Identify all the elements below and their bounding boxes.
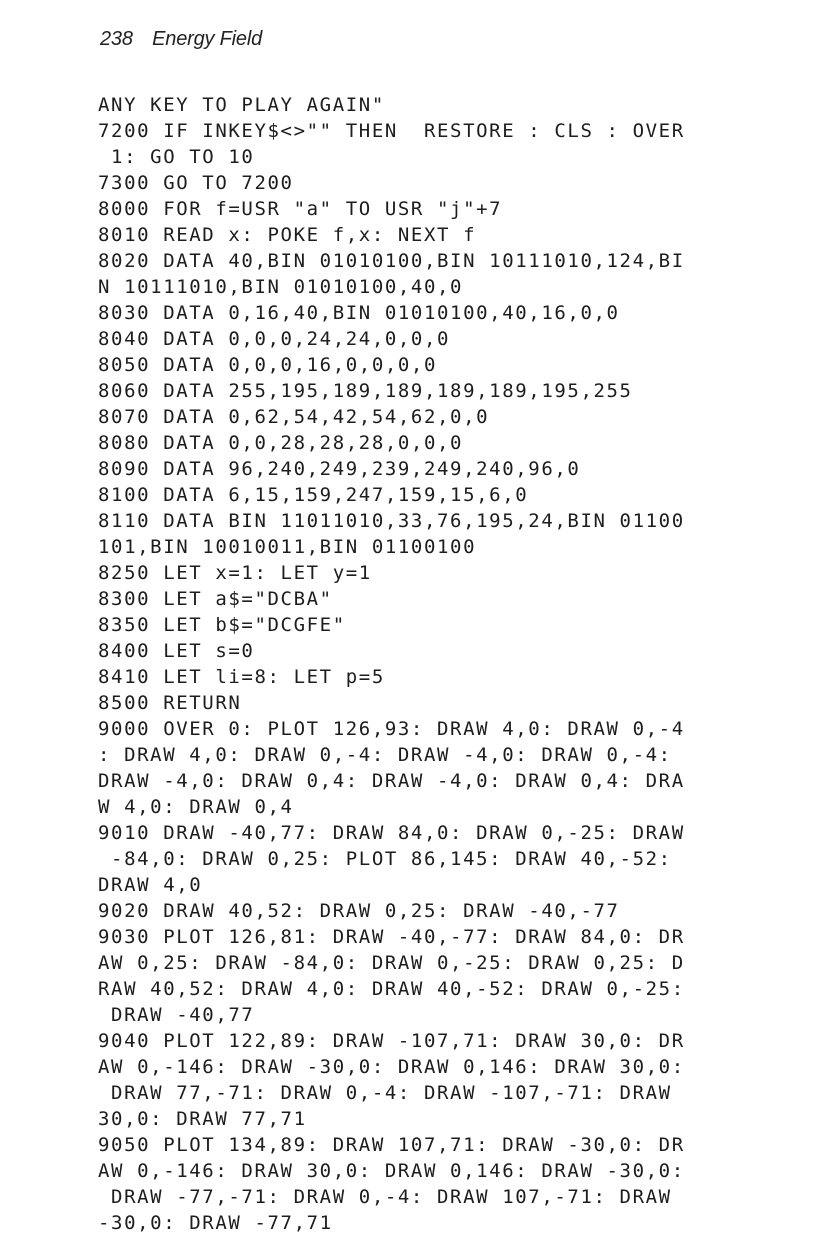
code-line: 8250 LET x=1: LET y=1 bbox=[98, 562, 372, 584]
code-line: 7300 GO TO 7200 bbox=[98, 172, 294, 194]
code-line: DRAW -77,-71: DRAW 0,-4: DRAW 107,-71: DRAW bbox=[98, 1186, 672, 1208]
code-line: 8410 LET li=8: LET p=5 bbox=[98, 666, 385, 688]
code-line: 9040 PLOT 122,89: DRAW -107,71: DRAW 30,0: DR bbox=[98, 1030, 685, 1052]
code-line: RAW 40,52: DRAW 4,0: DRAW 40,-52: DRAW 0,-25: bbox=[98, 978, 685, 1000]
code-line: 8070 DATA 0,62,54,42,54,62,0,0 bbox=[98, 406, 490, 428]
code-line: 9030 PLOT 126,81: DRAW -40,-77: DRAW 84,0: DR bbox=[98, 926, 685, 948]
code-line: 9020 DRAW 40,52: DRAW 0,25: DRAW -40,-77 bbox=[98, 900, 620, 922]
code-line: 8060 DATA 255,195,189,189,189,189,195,255 bbox=[98, 380, 633, 402]
code-line: AW 0,25: DRAW -84,0: DRAW 0,-25: DRAW 0,25: D bbox=[98, 952, 685, 974]
code-line: 8300 LET a$="DCBA" bbox=[98, 588, 333, 610]
code-line: AW 0,-146: DRAW -30,0: DRAW 0,146: DRAW 30,0: bbox=[98, 1056, 685, 1078]
code-line: N 10111010,BIN 01010100,40,0 bbox=[98, 276, 464, 298]
code-line: 8020 DATA 40,BIN 01010100,BIN 10111010,124,BI bbox=[98, 250, 685, 272]
code-line: 7200 IF INKEY$<>"" THEN RESTORE : CLS : OVER bbox=[98, 120, 685, 142]
running-title: Energy Field bbox=[152, 28, 263, 50]
code-line: 9050 PLOT 134,89: DRAW 107,71: DRAW -30,0: DR bbox=[98, 1134, 685, 1156]
code-line: : DRAW 4,0: DRAW 0,-4: DRAW -4,0: DRAW 0,-4: bbox=[98, 744, 672, 766]
code-line: 8110 DATA BIN 11011010,33,76,195,24,BIN 01100 bbox=[98, 510, 685, 532]
code-line: AW 0,-146: DRAW 30,0: DRAW 0,146: DRAW -30,0: bbox=[98, 1160, 685, 1182]
code-line: 8030 DATA 0,16,40,BIN 01010100,40,16,0,0 bbox=[98, 302, 620, 324]
code-line: ANY KEY TO PLAY AGAIN" bbox=[98, 94, 385, 116]
code-line: -84,0: DRAW 0,25: PLOT 86,145: DRAW 40,-52: bbox=[98, 848, 672, 870]
code-line: 30,0: DRAW 77,71 bbox=[98, 1108, 307, 1130]
code-line: -30,0: DRAW -77,71 bbox=[98, 1212, 333, 1234]
code-line: 8400 LET s=0 bbox=[98, 640, 255, 662]
code-line: DRAW -40,77 bbox=[98, 1004, 255, 1026]
code-line: 101,BIN 10010011,BIN 01100100 bbox=[98, 536, 477, 558]
code-line: 8040 DATA 0,0,0,24,24,0,0,0 bbox=[98, 328, 451, 350]
code-line: W 4,0: DRAW 0,4 bbox=[98, 796, 294, 818]
code-line: 8050 DATA 0,0,0,16,0,0,0,0 bbox=[98, 354, 438, 376]
code-line: DRAW -4,0: DRAW 0,4: DRAW -4,0: DRAW 0,4: DRA bbox=[98, 770, 685, 792]
code-line: 9000 OVER 0: PLOT 126,93: DRAW 4,0: DRAW 0,-4 bbox=[98, 718, 685, 740]
code-line: 8350 LET b$="DCGFE" bbox=[98, 614, 346, 636]
code-line: 8100 DATA 6,15,159,247,159,15,6,0 bbox=[98, 484, 529, 506]
basic-program-listing bbox=[98, 92, 798, 1236]
code-line: 8010 READ x: POKE f,x: NEXT f bbox=[98, 224, 477, 246]
code-line: DRAW 4,0 bbox=[98, 874, 203, 896]
page-number: 238 bbox=[100, 28, 133, 50]
code-line: 8080 DATA 0,0,28,28,28,0,0,0 bbox=[98, 432, 464, 454]
code-line: DRAW 77,-71: DRAW 0,-4: DRAW -107,-71: DRAW bbox=[98, 1082, 672, 1104]
code-line: 1: GO TO 10 bbox=[98, 146, 255, 168]
code-line: 8000 FOR f=USR "a" TO USR "j"+7 bbox=[98, 198, 503, 220]
page-header bbox=[100, 28, 262, 51]
code-line: 8090 DATA 96,240,249,239,249,240,96,0 bbox=[98, 458, 581, 480]
code-line: 8500 RETURN bbox=[98, 692, 242, 714]
code-line: 9010 DRAW -40,77: DRAW 84,0: DRAW 0,-25: DRAW bbox=[98, 822, 685, 844]
